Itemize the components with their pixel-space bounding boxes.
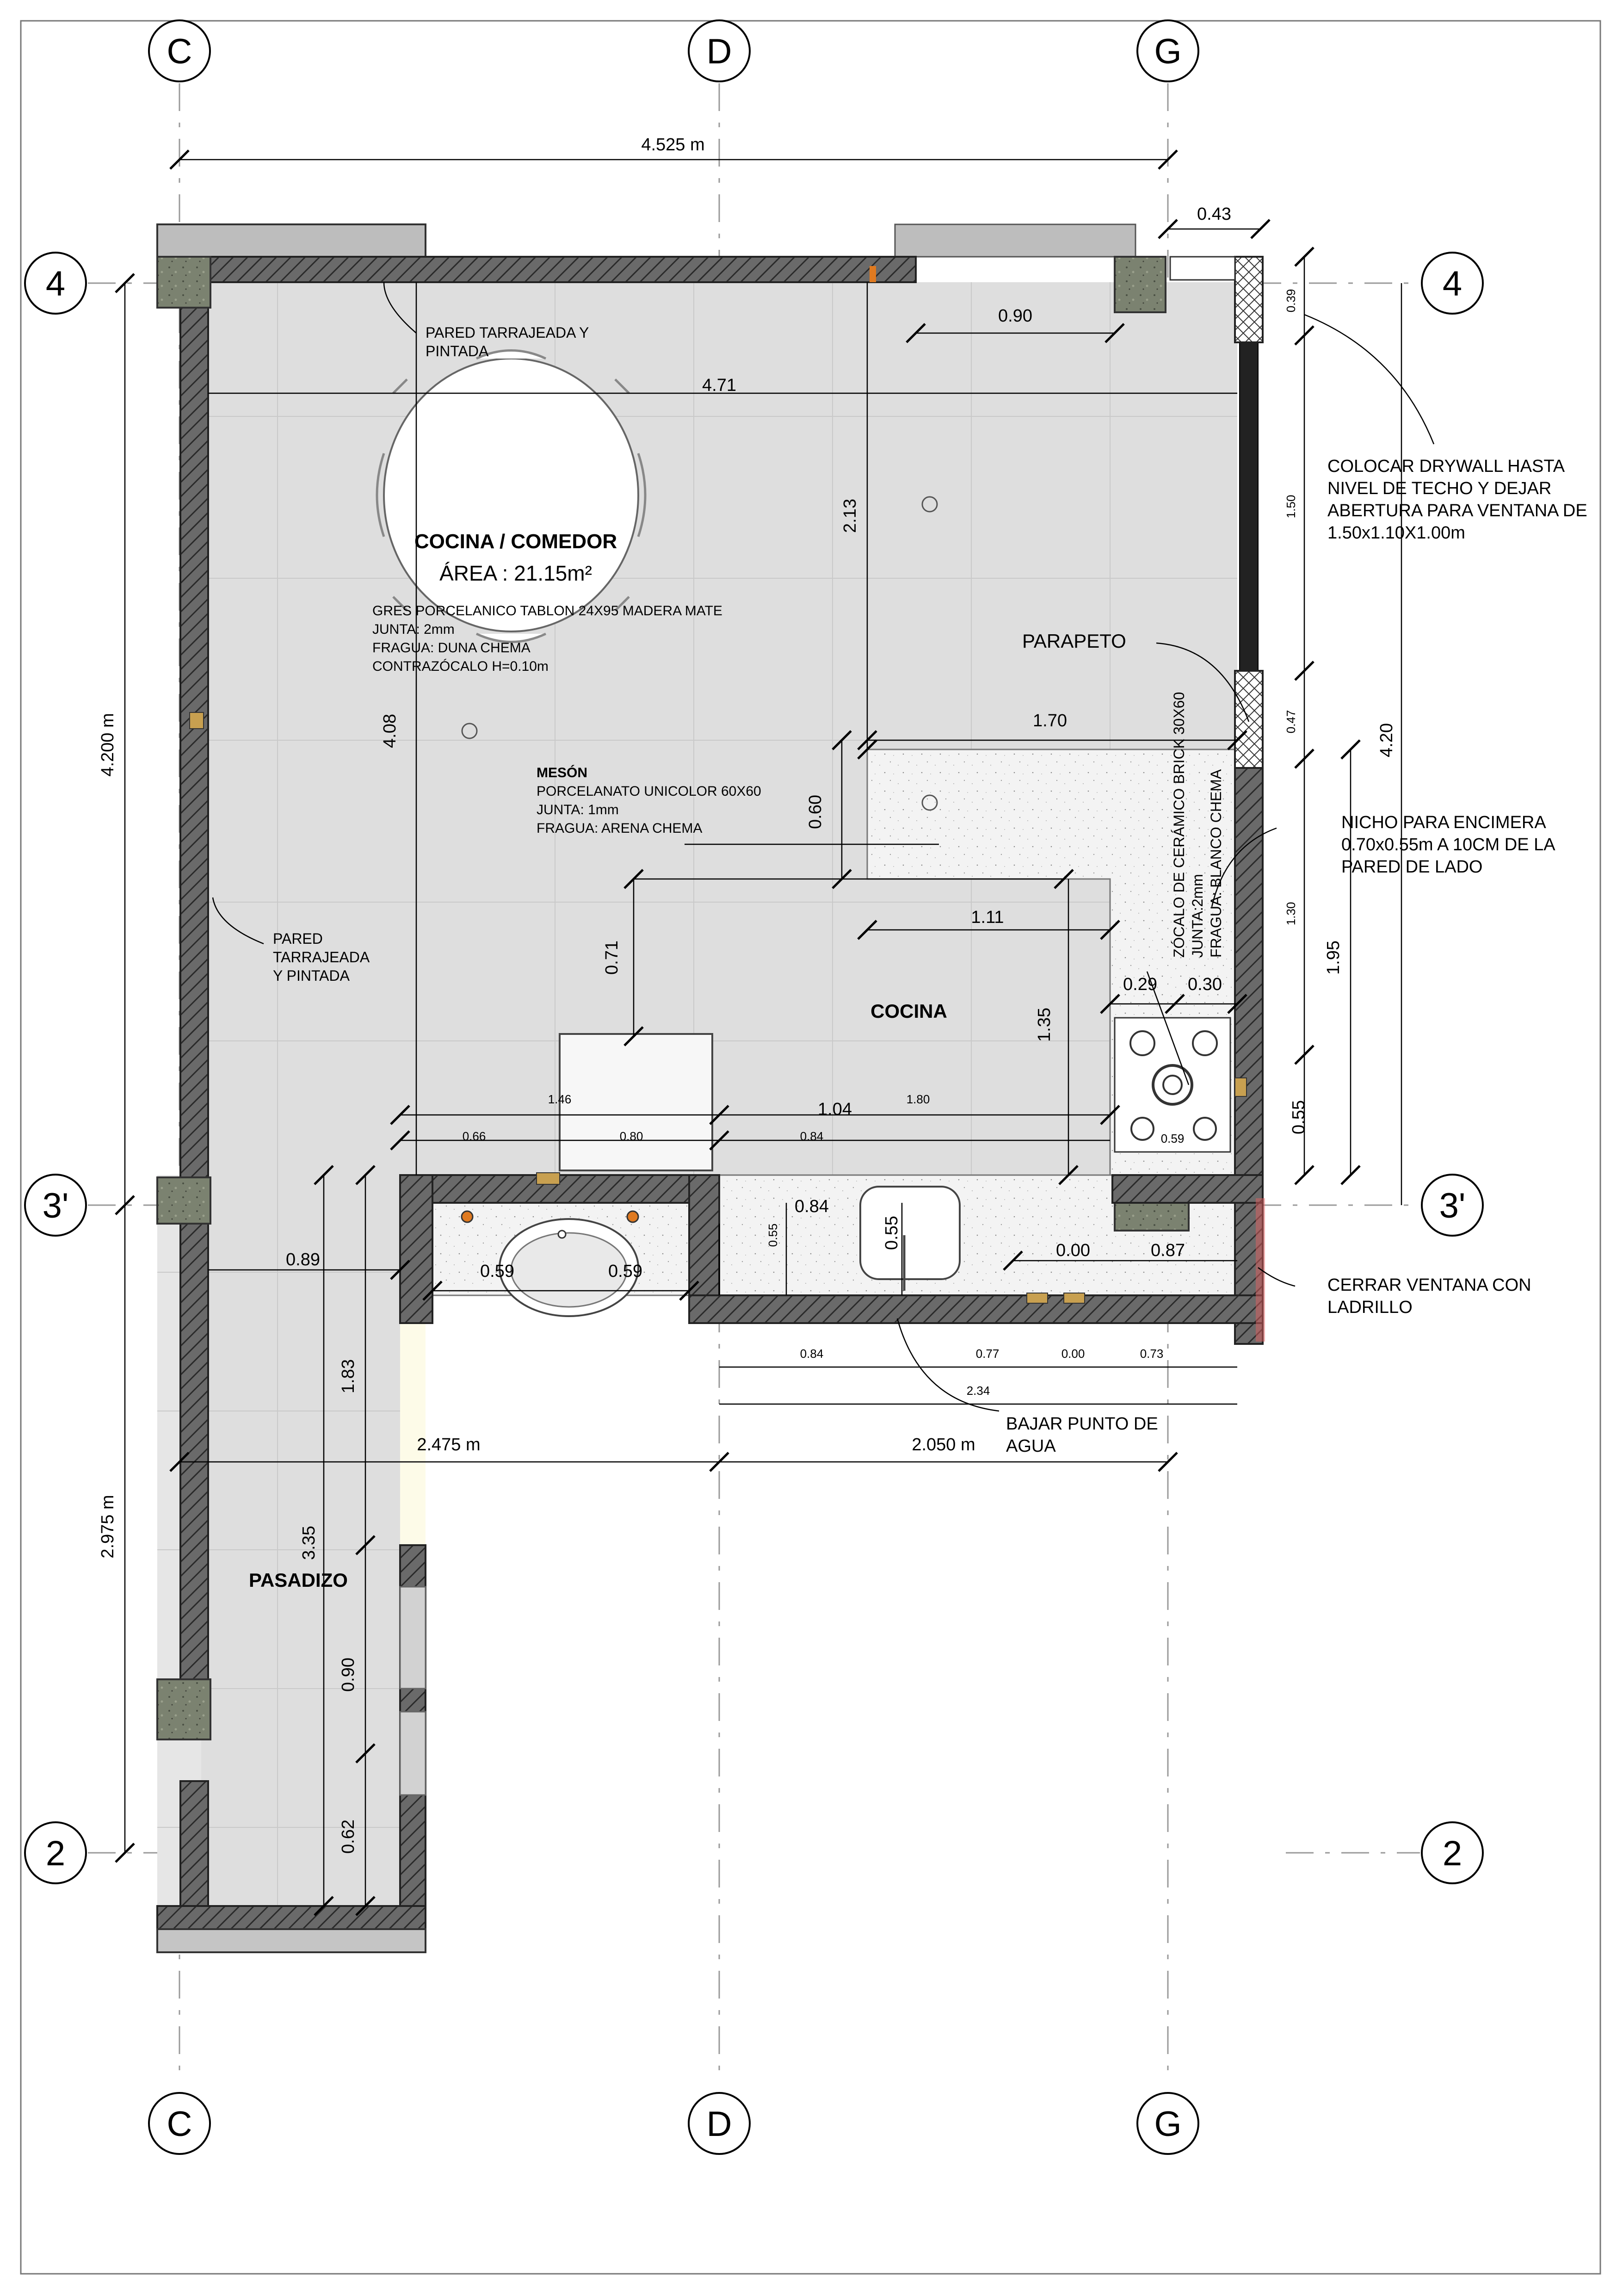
masonry-infill-top — [1235, 257, 1263, 342]
dim-146: 1.46 — [548, 1092, 572, 1106]
dim-062: 0.62 — [339, 1819, 358, 1854]
dim-180: 1.80 — [906, 1092, 930, 1106]
grid-bubble-3p-left — [25, 1175, 86, 1236]
dim-055-sink-small: 0.55 — [766, 1223, 780, 1247]
meson-note-1: PORCELANATO UNICOLOR 60X60 — [537, 784, 761, 799]
svg-text:3': 3' — [1439, 1186, 1466, 1225]
dim-335: 3.35 — [299, 1526, 319, 1560]
note-bajar-punto-2: AGUA — [1006, 1436, 1056, 1456]
dim-top-overall: 4.525 m — [641, 135, 705, 155]
room-title-kitchen: COCINA — [870, 1000, 947, 1022]
dim-090-left: 0.90 — [339, 1658, 358, 1692]
meson-title: MESÓN — [537, 765, 588, 780]
dim-059-b: 0.59 — [608, 1262, 642, 1281]
dim-111: 1.11 — [971, 908, 1004, 927]
svg-text:G: G — [1154, 2104, 1182, 2144]
dim-090-top: 0.90 — [998, 306, 1032, 326]
svg-text:3': 3' — [42, 1186, 69, 1225]
dim-029: 0.29 — [1123, 975, 1157, 994]
dim-left-2975: 2.975 m — [98, 1495, 117, 1559]
dim-195: 1.95 — [1324, 941, 1343, 975]
dim-471: 4.71 — [702, 376, 736, 395]
note-wall-top-1: PARED TARRAJEADA Y — [426, 324, 589, 341]
note-cerrar-ventana-1: CERRAR VENTANA CON — [1327, 1275, 1531, 1295]
grid-bubble-2-right — [1422, 1822, 1483, 1883]
dim-000-a: 0.00 — [1056, 1241, 1090, 1260]
room-area: ÁREA : 21.15m² — [439, 561, 592, 585]
svg-text:D: D — [706, 32, 732, 71]
svg-text:G: G — [1154, 32, 1182, 71]
grid-bubble-3p-right — [1422, 1175, 1483, 1236]
appliance-block — [560, 1034, 712, 1170]
dim-left-4200: 4.200 m — [98, 713, 117, 777]
svg-text:2: 2 — [45, 1834, 66, 1873]
note-wall-left-2: TARRAJEADA — [273, 949, 370, 965]
dim-060: 0.60 — [806, 795, 825, 829]
note-nicho-3: PARED DE LADO — [1341, 857, 1483, 877]
dim-170: 1.70 — [1033, 711, 1067, 730]
dim-043: 0.43 — [1197, 204, 1231, 224]
svg-text:4: 4 — [1442, 264, 1463, 303]
dim-084-b: 0.84 — [795, 1197, 829, 1216]
dim-135: 1.35 — [1035, 1008, 1054, 1042]
dim-234: 2.34 — [966, 1384, 990, 1398]
zocalo-note-2: JUNTA:2mm — [1189, 874, 1206, 958]
dim-080: 0.80 — [619, 1129, 643, 1143]
meson-note-2: JUNTA: 1mm — [537, 802, 619, 817]
grid-bubble-c-top — [149, 20, 210, 81]
note-cerrar-ventana-2: LADRILLO — [1327, 1298, 1413, 1317]
floor-note-line-2: JUNTA: 2mm — [372, 622, 455, 637]
floor-note-line-4: CONTRAZÓCALO H=0.10m — [372, 659, 549, 674]
note-nicho-1: NICHO PARA ENCIMERA — [1341, 813, 1546, 832]
dim-408: 4.08 — [380, 714, 400, 748]
svg-text:C: C — [167, 2104, 192, 2144]
zocalo-note-1: ZÓCALO DE CERÁMICO BRICK 30X60 — [1171, 692, 1187, 958]
dim-183: 1.83 — [339, 1359, 358, 1393]
note-wall-top-2: PINTADA — [426, 343, 489, 359]
dim-077: 0.77 — [975, 1347, 1000, 1361]
note-drywall-2: NIVEL DE TECHO Y DEJAR — [1327, 479, 1552, 498]
note-wall-left-1: PARED — [273, 930, 323, 947]
svg-text:D: D — [706, 2104, 732, 2144]
dim-2050: 2.050 m — [912, 1435, 975, 1454]
note-bajar-punto-1: BAJAR PUNTO DE — [1006, 1414, 1158, 1434]
dim-073: 0.73 — [1140, 1347, 1164, 1361]
sink-icon — [860, 1187, 960, 1291]
grid-bubble-g-bottom — [1137, 2093, 1198, 2154]
dim-087: 0.87 — [1151, 1241, 1185, 1260]
dim-084-a: 0.84 — [800, 1129, 824, 1143]
dim-104: 1.04 — [818, 1100, 852, 1119]
grid-bubble-d-top — [689, 20, 750, 81]
note-drywall-4: 1.50x1.10X1.00m — [1327, 523, 1465, 543]
grid-bubble-4-left — [25, 253, 86, 314]
dim-059-a: 0.59 — [480, 1262, 514, 1281]
grid-bubble-4-right — [1422, 253, 1483, 314]
dim-2475: 2.475 m — [417, 1435, 481, 1454]
dim-071: 0.71 — [602, 941, 622, 975]
grid-bubble-c-bottom — [149, 2093, 210, 2154]
dim-089: 0.89 — [286, 1250, 320, 1269]
note-drywall-3: ABERTURA PARA VENTANA DE — [1327, 501, 1587, 520]
grid-bubble-g-top — [1137, 20, 1198, 81]
zocalo-note-3: FRAGUA: BLANCO CHEMA — [1208, 769, 1224, 958]
note-parapeto: PARAPETO — [1022, 630, 1126, 652]
meson-note-3: FRAGUA: ARENA CHEMA — [537, 821, 703, 836]
note-drywall-1: COLOCAR DRYWALL HASTA — [1327, 457, 1565, 476]
dim-039: 0.39 — [1284, 289, 1298, 313]
floor-note-line-3: FRAGUA: DUNA CHEMA — [372, 640, 531, 656]
dim-084-bottom: 0.84 — [800, 1347, 824, 1361]
dim-055-right: 0.55 — [1289, 1100, 1308, 1134]
dim-130: 1.30 — [1284, 902, 1298, 926]
note-nicho-2: 0.70x0.55m A 10CM DE LA — [1341, 835, 1555, 854]
dim-059-stove: 0.59 — [1160, 1132, 1185, 1145]
dim-066: 0.66 — [462, 1129, 486, 1143]
parapet-infill — [1235, 671, 1263, 768]
dim-047: 0.47 — [1284, 710, 1298, 734]
dim-030: 0.30 — [1188, 975, 1222, 994]
svg-text:C: C — [167, 32, 192, 71]
dim-150: 1.50 — [1284, 495, 1298, 519]
floor-note-line-1: GRES PORCELANICO TABLON 24X95 MADERA MATE — [372, 603, 722, 619]
room-title-kitchen-dining: COCINA / COMEDOR — [414, 530, 617, 553]
dim-000-b: 0.00 — [1061, 1347, 1085, 1361]
dim-055-sink: 0.55 — [882, 1216, 901, 1250]
room-title-hallway: PASADIZO — [249, 1569, 348, 1591]
svg-text:4: 4 — [45, 264, 66, 303]
grid-bubble-d-bottom — [689, 2093, 750, 2154]
drywall-window-opening — [1240, 342, 1258, 671]
grid-bubble-2-left — [25, 1822, 86, 1883]
svg-text:2: 2 — [1442, 1834, 1463, 1873]
note-wall-left-3: Y PINTADA — [273, 967, 350, 984]
dim-213: 2.13 — [840, 499, 860, 533]
dim-420-right: 4.20 — [1377, 723, 1396, 757]
